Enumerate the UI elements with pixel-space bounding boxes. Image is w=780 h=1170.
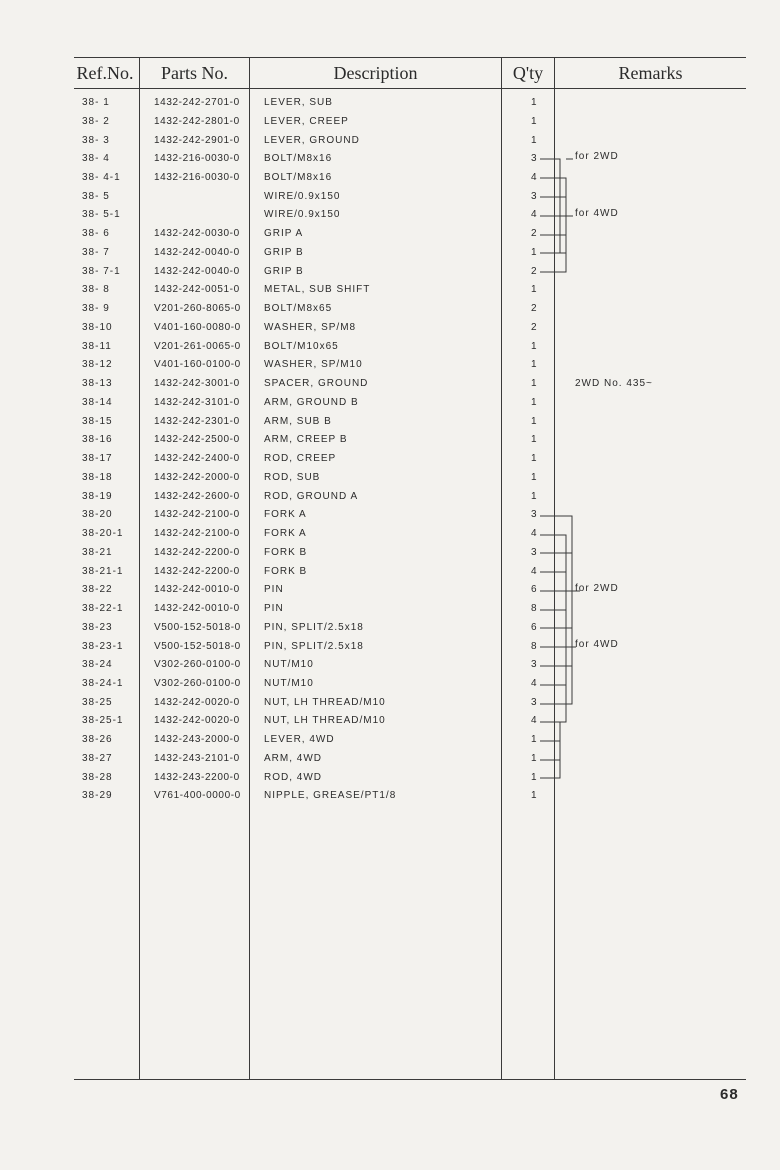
description-cell: GRIP B [264, 246, 304, 258]
qty-cell: 3 [531, 153, 538, 165]
ref-cell: 38-18 [82, 471, 113, 483]
description-cell: ARM, CREEP B [264, 434, 348, 446]
ref-cell: 38-12 [82, 359, 113, 371]
qty-cell: 2 [531, 265, 538, 277]
bracket-bottom-4wd-group [540, 722, 560, 778]
ref-cell: 38- 4-1 [82, 172, 121, 183]
ref-cell: 38-19 [82, 490, 113, 502]
part-number-cell: 1432-242-0030-0 [154, 228, 240, 240]
ref-cell: 38- 6 [82, 228, 110, 240]
part-number-cell: V500-152-5018-0 [154, 621, 241, 633]
ref-cell: 38- 5-1 [82, 209, 121, 221]
qty-cell: 1 [531, 340, 538, 352]
qty-cell: 1 [531, 97, 538, 108]
part-number-cell: V201-261-0065-0 [154, 340, 241, 352]
qty-cell: 1 [531, 790, 538, 802]
remark-cell: 2WD No. 435~ [575, 378, 653, 390]
bracket-label-bottom-4wd: for 4WD [575, 639, 619, 650]
description-cell: ARM, SUB B [264, 415, 332, 427]
bracket-label-top-2wd: for 2WD [575, 151, 619, 162]
part-number-cell: 1432-242-0020-0 [154, 696, 240, 708]
description-cell: ROD, GROUND A [264, 490, 359, 502]
qty-cell: 2 [531, 321, 538, 333]
qty-cell: 4 [531, 209, 538, 221]
ref-cell: 38-25 [82, 696, 113, 708]
ref-cell: 38-20-1 [82, 528, 124, 539]
description-cell: PIN, SPLIT/2.5x18 [264, 640, 364, 652]
part-number-cell: V302-260-0100-0 [154, 659, 241, 671]
ref-cell: 38-26 [82, 734, 113, 746]
description-cell: WASHER, SP/M8 [264, 321, 357, 333]
ref-cell: 38-16 [82, 434, 113, 446]
description-cell: LEVER, GROUND [264, 134, 360, 146]
part-number-cell: 1432-242-0040-0 [154, 265, 240, 277]
ref-cell: 38-24 [82, 659, 113, 671]
qty-cell: 1 [531, 359, 538, 371]
description-cell: BOLT/M8x16 [264, 153, 333, 165]
part-number-cell: 1432-242-2701-0 [154, 97, 240, 108]
qty-cell: 8 [531, 640, 538, 652]
ref-cell: 38- 2 [82, 115, 110, 127]
ref-cell: 38-21-1 [82, 565, 124, 577]
qty-cell: 6 [531, 621, 538, 633]
part-number-cell: 1432-216-0030-0 [154, 172, 240, 183]
description-cell: ARM, 4WD [264, 752, 322, 764]
part-number-cell: V302-260-0100-0 [154, 677, 241, 689]
description-cell: PIN [264, 603, 284, 614]
part-number-cell: 1432-242-3001-0 [154, 378, 240, 390]
bracket-top-left [540, 178, 566, 197]
description-cell: BOLT/M8x65 [264, 303, 333, 315]
qty-cell: 1 [531, 415, 538, 427]
ref-cell: 38-21 [82, 546, 113, 558]
header-parts-no: Parts No. [161, 63, 228, 83]
ref-cell: 38- 8 [82, 284, 110, 296]
part-number-cell: 1432-242-0010-0 [154, 603, 240, 614]
ref-cell: 38-24-1 [82, 677, 124, 689]
description-cell: LEVER, SUB [264, 97, 333, 108]
part-number-cell: 1432-242-2200-0 [154, 546, 240, 558]
page-number: 68 [720, 1086, 739, 1103]
ref-cell: 38-25-1 [82, 715, 124, 727]
header-ref-no: Ref.No. [76, 63, 134, 83]
ref-cell: 38-28 [82, 771, 113, 783]
qty-cell: 3 [531, 546, 538, 558]
qty-cell: 4 [531, 565, 538, 577]
description-cell: FORK B [264, 565, 308, 577]
qty-cell: 4 [531, 528, 538, 539]
part-number-cell: 1432-242-2301-0 [154, 415, 240, 427]
description-cell: ROD, CREEP [264, 453, 337, 465]
part-number-cell: 1432-243-2000-0 [154, 734, 240, 746]
bracket-label-top-4wd: for 4WD [575, 208, 619, 219]
description-cell: ARM, GROUND B [264, 396, 359, 408]
ref-cell: 38-20 [82, 509, 113, 521]
description-cell: BOLT/M10x65 [264, 340, 339, 352]
qty-cell: 1 [531, 396, 538, 408]
part-number-cell: 1432-242-2500-0 [154, 434, 240, 446]
part-number-cell: V761-400-0000-0 [154, 790, 241, 802]
part-number-cell: V500-152-5018-0 [154, 640, 241, 652]
part-number-cell: 1432-242-2000-0 [154, 471, 240, 483]
ref-cell: 38- 5 [82, 190, 110, 202]
description-cell: FORK A [264, 509, 307, 521]
qty-cell: 4 [531, 172, 538, 183]
qty-cell: 1 [531, 771, 538, 783]
description-cell: GRIP B [264, 265, 304, 277]
description-cell: ROD, 4WD [264, 771, 322, 783]
qty-cell: 1 [531, 453, 538, 465]
ref-cell: 38- 4 [82, 153, 110, 165]
description-cell: NUT, LH THREAD/M10 [264, 696, 386, 708]
part-number-cell: 1432-243-2200-0 [154, 771, 240, 783]
qty-cell: 8 [531, 603, 538, 614]
qty-cell: 1 [531, 471, 538, 483]
part-number-cell: 1432-242-0020-0 [154, 715, 240, 727]
qty-cell: 4 [531, 677, 538, 689]
description-cell: LEVER, 4WD [264, 734, 335, 746]
description-cell: NUT, LH THREAD/M10 [264, 715, 386, 727]
qty-cell: 3 [531, 659, 538, 671]
description-cell: PIN [264, 584, 284, 596]
part-number-cell: 1432-242-2100-0 [154, 528, 240, 539]
description-cell: NUT/M10 [264, 659, 314, 671]
ref-cell: 38-17 [82, 453, 113, 465]
part-number-cell: 1432-242-2801-0 [154, 115, 240, 127]
bracket-top-4wd [540, 178, 573, 272]
ref-cell: 38- 9 [82, 303, 110, 315]
ref-cell: 38-15 [82, 415, 113, 427]
ref-cell: 38- 7-1 [82, 265, 121, 277]
qty-cell: 1 [531, 752, 538, 764]
qty-cell: 3 [531, 696, 538, 708]
ref-cell: 38- 1 [82, 97, 110, 108]
qty-cell: 2 [531, 303, 538, 315]
ref-cell: 38-22 [82, 584, 113, 596]
ref-cell: 38-14 [82, 396, 113, 408]
part-number-cell: 1432-242-0010-0 [154, 584, 240, 596]
part-number-cell: 1432-242-3101-0 [154, 396, 240, 408]
qty-cell: 1 [531, 490, 538, 502]
description-cell: WIRE/0.9x150 [264, 209, 341, 221]
description-cell: PIN, SPLIT/2.5x18 [264, 621, 364, 633]
qty-cell: 3 [531, 190, 538, 202]
ref-cell: 38- 7 [82, 246, 110, 258]
description-cell: FORK B [264, 546, 308, 558]
ref-cell: 38-23-1 [82, 640, 124, 652]
description-cell: NIPPLE, GREASE/PT1/8 [264, 790, 397, 802]
ref-cell: 38-11 [82, 340, 112, 352]
description-cell: ROD, SUB [264, 471, 321, 483]
description-cell: SPACER, GROUND [264, 378, 369, 390]
part-number-cell: 1432-216-0030-0 [154, 153, 240, 165]
ref-cell: 38- 3 [82, 134, 110, 146]
qty-cell: 1 [531, 734, 538, 746]
ref-cell: 38-29 [82, 790, 113, 802]
part-number-cell: 1432-242-2901-0 [154, 134, 240, 146]
description-cell: BOLT/M8x16 [264, 172, 333, 183]
qty-cell: 2 [531, 228, 538, 240]
part-number-cell: 1432-242-2400-0 [154, 453, 240, 465]
header-qty: Q'ty [512, 63, 544, 83]
part-number-cell: 1432-242-0040-0 [154, 246, 240, 258]
description-cell: FORK A [264, 528, 307, 539]
qty-cell: 6 [531, 584, 538, 596]
description-cell: WIRE/0.9x150 [264, 190, 341, 202]
part-number-cell: V201-260-8065-0 [154, 303, 241, 315]
part-number-cell: 1432-242-2100-0 [154, 509, 240, 521]
part-number-cell: 1432-243-2101-0 [154, 752, 240, 764]
ref-cell: 38-13 [82, 378, 113, 390]
qty-cell: 1 [531, 246, 538, 258]
description-cell: WASHER, SP/M10 [264, 359, 363, 371]
bracket-label-bottom-2wd: for 2WD [575, 583, 619, 594]
qty-cell: 1 [531, 284, 538, 296]
ref-cell: 38-23 [82, 621, 113, 633]
part-number-cell: V401-160-0080-0 [154, 321, 241, 333]
header-description: Description [333, 63, 418, 83]
description-cell: LEVER, CREEP [264, 115, 349, 127]
ref-cell: 38-10 [82, 321, 113, 333]
qty-cell: 3 [531, 509, 538, 521]
qty-cell: 1 [531, 134, 538, 146]
header-remarks: Remarks [618, 63, 683, 83]
part-number-cell: 1432-242-2600-0 [154, 490, 240, 502]
part-number-cell: V401-160-0100-0 [154, 359, 241, 371]
description-cell: METAL, SUB SHIFT [264, 284, 371, 296]
qty-cell: 1 [531, 115, 538, 127]
part-number-cell: 1432-242-0051-0 [154, 284, 240, 296]
qty-cell: 4 [531, 715, 538, 727]
description-cell: GRIP A [264, 228, 304, 240]
ref-cell: 38-27 [82, 752, 113, 764]
qty-cell: 1 [531, 434, 538, 446]
ref-cell: 38-22-1 [82, 603, 124, 614]
qty-cell: 1 [531, 378, 538, 390]
description-cell: NUT/M10 [264, 677, 314, 689]
part-number-cell: 1432-242-2200-0 [154, 565, 240, 577]
